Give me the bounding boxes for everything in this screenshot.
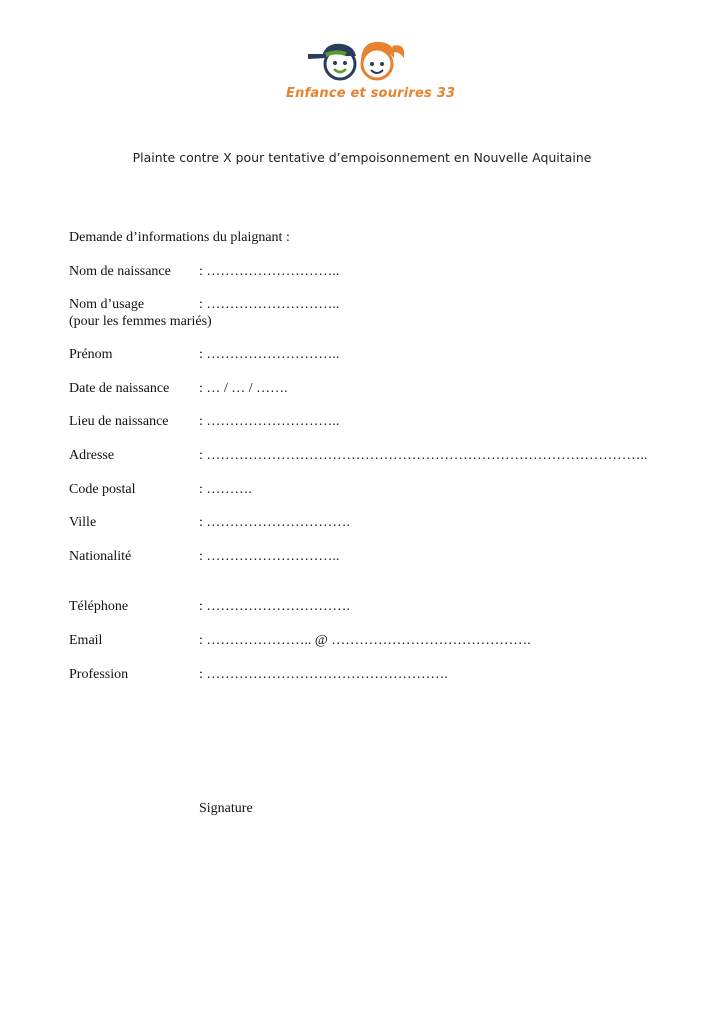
field-label: Lieu de naissance	[69, 414, 169, 429]
field-blank: : ………………….. @ …………………………………….	[199, 633, 531, 648]
field-label: Prénom	[69, 347, 113, 362]
field-label: Date de naissance	[69, 381, 170, 396]
field-label: Nom d’usage	[69, 297, 145, 312]
field-blank: : ………………………….	[199, 515, 350, 530]
field-label: Code postal	[69, 482, 136, 497]
logo	[286, 34, 456, 114]
field-blank: : ………………………..	[199, 414, 340, 429]
logo-text: Enfance et sourires 33	[286, 86, 456, 101]
logo-faces-icon	[286, 34, 442, 86]
field-blank: : ………………………..	[199, 297, 340, 312]
field-label: Adresse	[69, 448, 115, 463]
section-heading: Demande d’informations du plaignant :	[69, 230, 290, 245]
field-blank: : ………………………..	[199, 549, 340, 564]
field-blank: : …………………………………………………………………………………..	[199, 448, 648, 463]
document-title: Plainte contre X pour tentative d’empoisonnement en Nouvelle Aquitaine	[132, 150, 592, 165]
field-sublabel: (pour les femmes mariés)	[69, 314, 212, 329]
field-label: Profession	[69, 667, 129, 682]
field-label: Nationalité	[69, 549, 132, 564]
field-blank: : ………………………..	[199, 264, 340, 279]
field-blank: : … / … / …….	[199, 381, 288, 396]
field-label: Nom de naissance	[69, 264, 171, 279]
field-blank: : …………………………………………….	[199, 667, 448, 682]
field-blank: : ……….	[199, 482, 252, 497]
field-blank: : ………………………..	[199, 347, 340, 362]
field-label: Téléphone	[69, 599, 129, 614]
field-label: Email	[69, 633, 103, 648]
field-blank: : ………………………….	[199, 599, 350, 614]
field-label: Ville	[69, 515, 97, 530]
signature-label: Signature	[199, 801, 253, 816]
